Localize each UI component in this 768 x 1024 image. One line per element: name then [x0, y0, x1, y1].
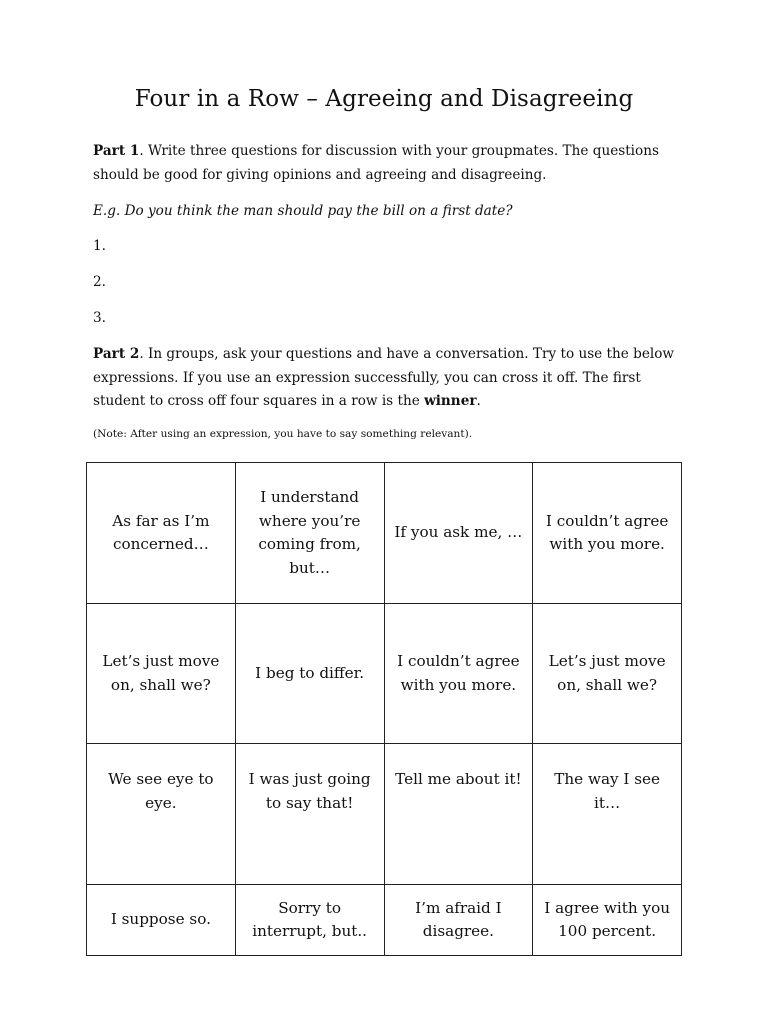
grid-cell: I was just going to say that!	[235, 744, 384, 885]
grid-row-3	[87, 744, 682, 885]
part1-instructions	[93, 140, 683, 187]
grid-cell: I’m afraid I disagree.	[384, 885, 533, 956]
question-number-3: 3.	[93, 310, 106, 326]
grid-cell: I suppose so.	[87, 885, 236, 956]
grid-row-2	[87, 604, 682, 744]
grid-cell: Let’s just move on, shall we?	[87, 604, 236, 744]
part1-text: . Write three questions for discussion with your groupmates. The questions should be good for giving opinions and agreeing and disagreeing.	[93, 143, 659, 183]
grid-cell: As far as I’m concerned…	[87, 463, 236, 604]
grid-cell: I beg to differ.	[235, 604, 384, 744]
winner-word: winner	[424, 393, 477, 409]
grid-cell: If you ask me, …	[384, 463, 533, 604]
part2-label: Part 2	[93, 346, 140, 362]
grid-cell: We see eye to eye.	[87, 744, 236, 885]
question-number-1: 1.	[93, 238, 106, 254]
grid-cell: I couldn’t agree with you more.	[533, 463, 682, 604]
grid-cell: I agree with you 100 percent.	[533, 885, 682, 956]
part1-label: Part 1	[93, 143, 140, 159]
page-title: Four in a Row – Agreeing and Disagreeing	[134, 86, 634, 112]
example-question: E.g. Do you think the man should pay the bill on a first date?	[93, 203, 513, 219]
part2-instructions	[93, 343, 683, 414]
grid-row-1	[87, 463, 682, 604]
note: (Note: After using an expression, you have to say something relevant).	[93, 428, 473, 440]
bingo-grid	[86, 462, 682, 956]
part2-text-end: .	[476, 393, 481, 409]
grid-cell: Sorry to interrupt, but..	[235, 885, 384, 956]
part2-text: . In groups, ask your questions and have a conversation. Try to use the below expressions. If you use an expression successfully, you can cross it off. The first student to cross off four squares in a row is the	[93, 346, 675, 409]
grid-cell: The way I see it…	[533, 744, 682, 885]
grid-cell: I understand where you’re coming from, but…	[235, 463, 384, 604]
grid-cell: I couldn’t agree with you more.	[384, 604, 533, 744]
grid-cell: Let’s just move on, shall we?	[533, 604, 682, 744]
question-number-2: 2.	[93, 274, 106, 290]
grid-row-4	[87, 885, 682, 956]
grid-cell: Tell me about it!	[384, 744, 533, 885]
